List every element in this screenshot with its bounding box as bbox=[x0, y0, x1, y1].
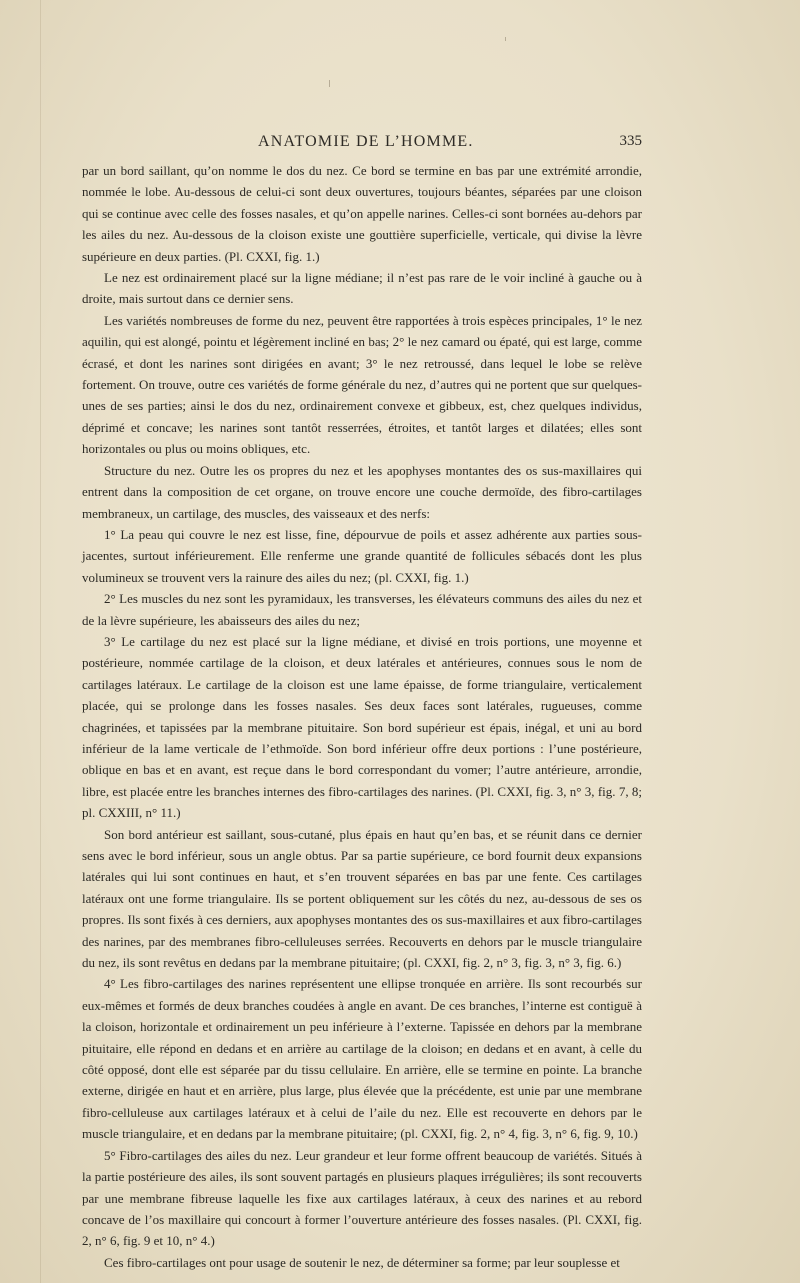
paragraph: Ces fibro-cartilages ont pour usage de soutenir le nez, de déterminer sa forme; par leur souplesse et bbox=[104, 1254, 620, 1270]
paragraph: 5° Fibro-cartilages des ailes du nez. Leur grandeur et leur forme offrent beaucoup de variétés. Situés à la partie postérieure des ailes, ils sont souvent partagés en plusieurs plaques irrégulières; ils sont recouverts par une membrane fibreuse laquelle les fixe aux cartilages latéraux, à ceux des narines et au rebord concave de l’os maxillaire qui concourt à former l’ouverture antérieure des fosses nasales. (Pl. CXXI, fig. 2, n° 6, fig. 9 et 10, n° 4.) bbox=[82, 1147, 642, 1249]
paragraph: par un bord saillant, qu’on nomme le dos du nez. Ce bord se termine en bas par une extrémité arrondie, nommée le lobe. Au-dessous de celui-ci sont deux ouvertures, toujours béantes, séparées par une cloison qui se continue avec celle des fosses nasales, et qu’on appelle narines. Celles-ci sont bornées au-dehors par les ailes du nez. Au-dessous de la cloison existe une gouttière superficielle, verticale, qui divise la lèvre supérieure en deux parties. (Pl. CXXI, fig. 1.) bbox=[82, 163, 642, 264]
page-number: 335 bbox=[619, 133, 642, 149]
paragraph: 2° Les muscles du nez sont les pyramidaux, les transverses, les élévateurs communs des ailes du nez et de la lèvre supérieure, les abaisseurs des ailes du nez; bbox=[82, 591, 642, 628]
ink-mark bbox=[329, 80, 330, 87]
paragraph: Le nez est ordinairement placé sur la ligne médiane; il n’est pas rare de le voir incliné à gauche ou à droite, mais surtout dans ce dernier sens. bbox=[82, 270, 642, 307]
paragraph: 3° Le cartilage du nez est placé sur la ligne médiane, et divisé en trois portions, une moyenne et postérieure, nommée cartilage de la cloison, et deux latérales et antérieures, connues sous le nom de cartilages latéraux. Le cartilage de la cloison est une lame épaisse, de forme triangulaire, verticalement placée, qui se prolonge dans les fosses nasales. Ses deux faces sont latérales, rugueuses, comme chagrinées, et tapissées par la membrane pituitaire. Son bord supérieur est épais, inégal, et uni au bord inférieur de la lame verticale de l’ethmoïde. Son bord inférieur offre deux portions : l’une postérieure, oblique en bas et en avant, est reçue dans le bord correspondant du vomer; l’autre antérieure, arrondie, libre, est placée entre les branches internes des fibro-cartilages des narines. (Pl. CXXI, fig. 3, n° 3, fig. 7, 8; pl. CXXIII, n° 11.) bbox=[82, 633, 642, 821]
paragraph: Les variétés nombreuses de forme du nez, peuvent être rapportées à trois espèces principales, 1° le nez aquilin, qui est alongé, pointu et légèrement incliné en bas; 2° le nez camard ou épaté, qui est large, comme écrasé, et dont les narines sont dirigées en avant; 3° le nez retroussé, dans lequel le lobe se relève fortement. On trouve, outre ces variétés de forme générale du nez, d’autres qui ne portent que sur quelques-unes de ses parties; ainsi le dos du nez, ordinairement convexe et gibbeux, est, chez quelques individus, déprimé et concave; les narines sont tantôt resserrées, étroites, et tantôt larges et dilatées; elles sont horizontales ou plus ou moins obliques, etc. bbox=[82, 312, 642, 457]
ink-mark bbox=[505, 37, 506, 41]
paragraph: Son bord antérieur est saillant, sous-cutané, plus épais en haut qu’en bas, et se réunit dans ce dernier sens avec le bord inférieur, sous un angle obtus. Par sa partie supérieure, ce bord fournit deux expansions latérales qui lui sont continues en haut, et s’en trouvent séparées en bas par une fente. Ces cartilages latéraux ont une forme triangulaire. Ils se portent obliquement sur les côtés du nez, au-dessous de ses os propres. Ils sont fixés à ces derniers, aux apophyses montantes des os sus-maxillaires et aux fibro-cartilages des narines, par des membranes fibro-celluleuses serrées. Recouverts en dehors par le muscle triangulaire du nez, ils sont revêtus en dedans par la membrane pituitaire; (pl. CXXI, fig. 2, n° 3, fig. 3, n° 3, fig. 6.) bbox=[82, 826, 642, 971]
body-text bbox=[82, 160, 642, 1273]
paragraph: 4° Les fibro-cartilages des narines représentent une ellipse tronquée en arrière. Ils sont recourbés sur eux-mêmes et formés de deux branches coudées à angle en avant. De ces branches, l’interne est contiguë à la cloison, horizontale et ordinairement un peu inférieure à l’externe. Tapissée en dehors par la membrane pituitaire, elle répond en dedans et en arrière au cartilage de la cloison; en dedans et en avant, à celle du côté opposé, dont elle est séparée par du tissu cellulaire. En arrière, elle se termine en pointe. La branche externe, dirigée en haut et en arrière, plus large, plus élevée que la précédente, est unie par une membrane fibro-celluleuse aux cartilages latéraux et à celui de l’aile du nez. Elle est recouverte en dehors par le muscle triangulaire, et en dedans par la membrane pituitaire; (pl. CXXI, fig. 2, n° 4, fig. 3, n° 6, fig. 9, 10.) bbox=[82, 976, 642, 1142]
paragraph: Structure du nez. Outre les os propres du nez et les apophyses montantes des os sus-maxillaires qui entrent dans la composition de cet organe, on trouve encore une couche dermoïde, des fibro-cartilages membraneux, un cartilage, des muscles, des vaisseaux et des nerfs: bbox=[82, 462, 642, 521]
paragraph: 1° La peau qui couvre le nez est lisse, fine, dépourvue de poils et assez adhérente aux parties sous-jacentes, surtout inférieurement. Elle renferme une grande quantité de follicules sébacés dont les plus volumineux se trouvent vers la rainure des ailes du nez; (pl. CXXI, fig. 1.) bbox=[82, 526, 642, 585]
page-header bbox=[82, 133, 642, 157]
running-title: ANATOMIE DE L’HOMME. bbox=[258, 133, 474, 150]
